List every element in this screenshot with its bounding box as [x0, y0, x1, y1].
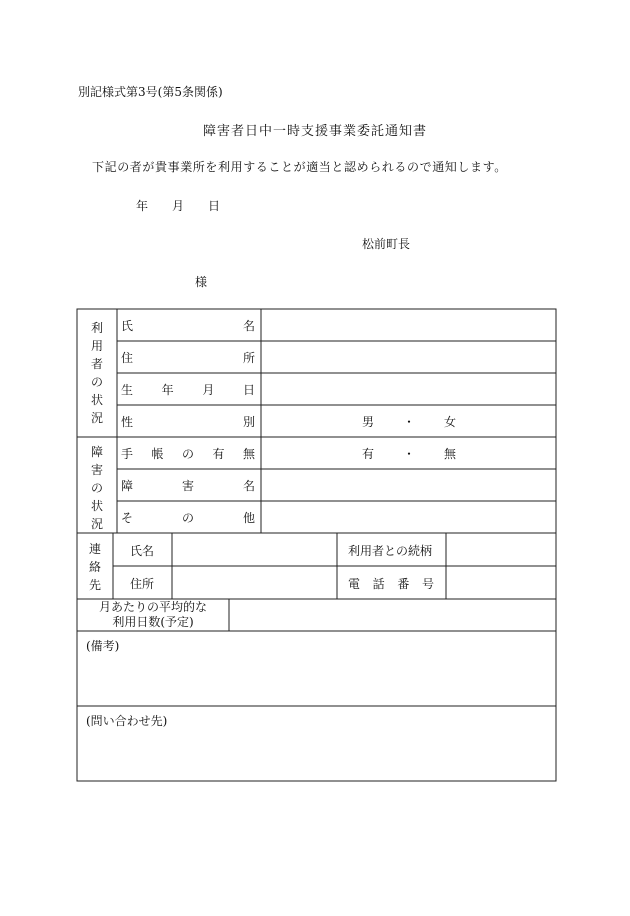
option-char: 女	[443, 415, 456, 429]
label-char: 生	[121, 383, 134, 397]
label-char: 障	[121, 479, 134, 493]
contact-address-label: 住所	[130, 577, 155, 591]
remarks-field[interactable]	[78, 655, 555, 705]
field-value-other[interactable]	[262, 502, 555, 532]
label-char: 年	[161, 383, 174, 397]
contact-relation-label: 利用者との続柄	[348, 544, 433, 558]
field-label-birthdate	[121, 381, 255, 398]
field-label-name	[121, 317, 255, 334]
field-value-disability-name[interactable]	[262, 470, 555, 500]
label-char: 名	[242, 479, 255, 493]
notice-text: 下記の者が貴事業所を利用することが適当と認められるので通知します。	[92, 160, 507, 174]
label-char: の	[181, 447, 194, 461]
document-title: 障害者日中一時支援事業委託通知書	[202, 124, 427, 139]
label-char: 話	[372, 577, 385, 591]
label-char: 無	[242, 447, 255, 461]
label-char: 所	[242, 351, 255, 365]
option-char: ・	[402, 415, 415, 429]
field-label-handbook	[121, 445, 255, 462]
option-char: 有	[362, 447, 375, 461]
section-label-contact: 連絡先	[88, 542, 101, 592]
field-value-birthdate[interactable]	[262, 374, 555, 404]
option-char: 無	[443, 447, 456, 461]
contact-address-field[interactable]	[173, 567, 336, 598]
field-label-gender	[121, 413, 255, 430]
date-year: 年	[136, 199, 149, 213]
label-char: 氏	[121, 319, 134, 333]
label-char: 電	[348, 577, 361, 591]
gender-options[interactable]	[362, 413, 456, 430]
contact-relation-field[interactable]	[447, 534, 555, 565]
form-id: 別記様式第3号(第5条関係)	[78, 85, 223, 99]
label-char: の	[181, 511, 194, 525]
label-char: 住	[121, 351, 134, 365]
field-value-name[interactable]	[262, 310, 555, 340]
usage-label-line1: 月あたりの平均的な	[98, 600, 207, 614]
usage-days-field[interactable]	[230, 600, 555, 630]
label-char: そ	[121, 511, 134, 525]
label-char: 他	[242, 511, 255, 525]
label-char: 手	[121, 447, 134, 461]
date-day: 日	[208, 199, 221, 213]
handbook-options[interactable]	[362, 445, 456, 462]
label-char: 有	[212, 447, 225, 461]
contact-phone-field[interactable]	[447, 567, 555, 598]
issuer: 松前町長	[362, 237, 411, 251]
label-char: 日	[242, 383, 255, 397]
date-month: 月	[172, 199, 185, 213]
field-label-disability-name	[121, 477, 255, 494]
label-char: 番	[397, 577, 410, 591]
addressee-honorific: 様	[195, 275, 208, 289]
label-char: 号	[421, 577, 434, 591]
label-char: 別	[242, 415, 255, 429]
usage-label-line2: 利用日数(予定)	[112, 615, 194, 629]
contact-phone-label	[348, 575, 434, 592]
label-char: 帳	[151, 447, 164, 461]
section-label-disability: 障害の状況	[90, 445, 103, 531]
inquiry-label: (問い合わせ先)	[86, 714, 168, 728]
label-char: 月	[202, 383, 215, 397]
field-label-other	[121, 509, 255, 526]
contact-name-label: 氏名	[130, 544, 155, 558]
label-char: 名	[242, 319, 255, 333]
usage-label	[78, 600, 228, 630]
option-char: ・	[402, 447, 415, 461]
label-char: 性	[121, 415, 134, 429]
inquiry-field[interactable]	[78, 730, 555, 780]
remarks-label: (備考)	[86, 639, 120, 653]
label-char: 害	[181, 479, 194, 493]
field-value-address[interactable]	[262, 342, 555, 372]
field-label-address	[121, 349, 255, 366]
contact-name-field[interactable]	[173, 534, 336, 565]
section-label-user: 利用者の状況	[90, 321, 103, 425]
option-char: 男	[362, 415, 375, 429]
